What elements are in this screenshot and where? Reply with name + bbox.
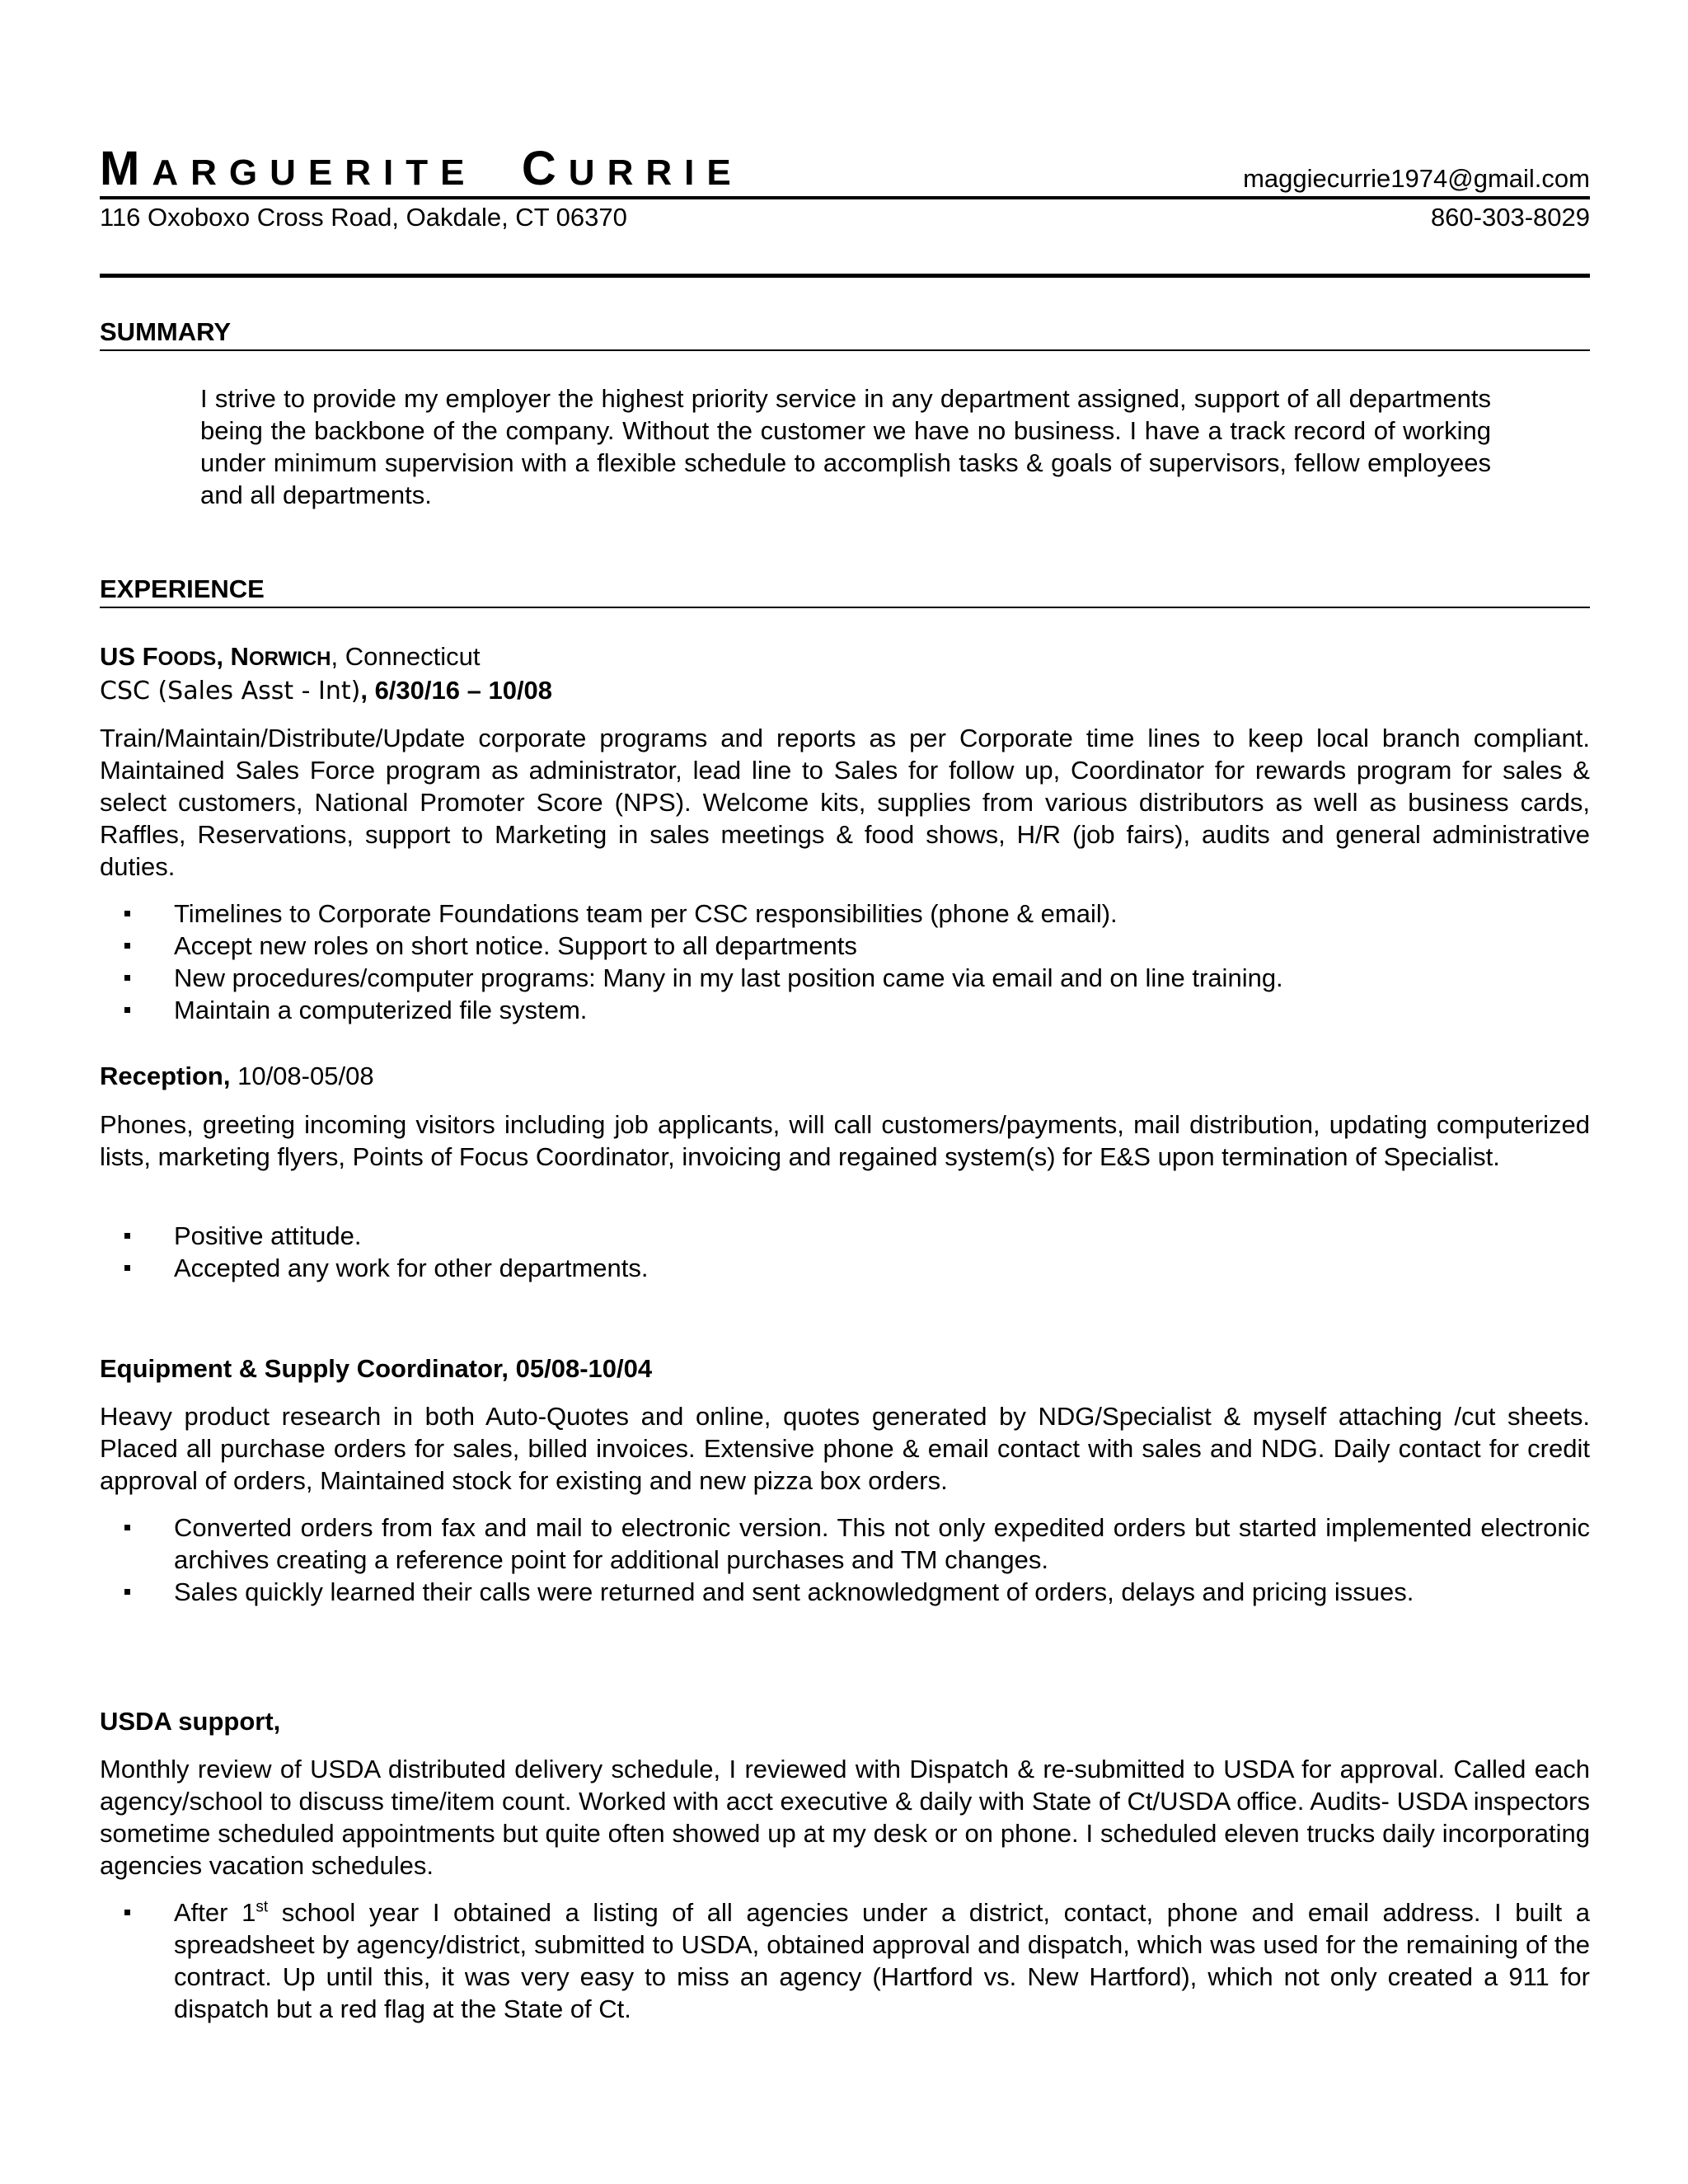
list-item: Accept new roles on short notice. Support to all departments (100, 930, 1590, 962)
job1-bullets (100, 898, 1590, 1026)
job2-bullets (100, 1220, 1590, 1284)
employer-location: , Connecticut (331, 642, 481, 671)
list-item: Maintain a computerized file system. (100, 994, 1590, 1026)
list-item: After 1st school year I obtained a listing of all agencies under a district, contact, phone and email address. I built a spreadsheet by agency/district, submitted to USDA, obtained approval and dispatch, which was used for the remaining of the contract. Up until this, it was very easy to miss an agency (Hartford vs. New Hartford), which not only created a 911 for dispatch but a red flag at the State of Ct. (100, 1896, 1590, 2025)
list-item: Timelines to Corporate Foundations team per CSC responsibilities (phone & email). (100, 898, 1590, 930)
header-divider (100, 196, 1590, 199)
name-last-initial: C (521, 142, 569, 195)
job1-title-line (100, 674, 552, 708)
employer-name: US FOODS, NORWICH (100, 642, 331, 671)
header-bottom-rule (100, 274, 1590, 278)
experience-heading: EXPERIENCE (100, 574, 1590, 608)
name-first-initial: M (100, 142, 152, 195)
street-address: 116 Oxoboxo Cross Road, Oakdale, CT 06370 (100, 203, 627, 232)
name-first-rest: ARGUERITE (152, 152, 477, 193)
job2-description: Phones, greeting incoming visitors including job applicants, will call customers/payments, mail distribution, updating computerized lists, marketing flyers, Points of Focus Coordinator, invoicing and regained system(s) for E&S upon termination of Specialist. (100, 1110, 1590, 1171)
job2-dates: 10/08-05/08 (230, 1062, 374, 1090)
job2-title: Reception, (100, 1062, 231, 1090)
job4-bullets (100, 1896, 1590, 2025)
job4-title: USDA support, (100, 1707, 281, 1736)
list-item: Positive attitude. (100, 1220, 1590, 1252)
list-item: Sales quickly learned their calls were returned and sent acknowledgment of orders, delays and pricing issues. (100, 1576, 1590, 1608)
job1-description: Train/Maintain/Distribute/Update corporate programs and reports as per Corporate time lines to keep local branch compliant. Maintained Sales Force program as administrator, lead line to Sales for follow up, Coordinator for rewards program for sales & select customers, National Promoter Score (NPS). Welcome kits, supplies from various distributors as well as business cards, Raffles, Reservations, support to Marketing in sales meetings & food shows, H/R (job fairs), audits and general administrative duties. (100, 724, 1590, 881)
job1-title: CSC (Sales Asst - Int) (100, 677, 361, 705)
name-last-rest: URRIE (568, 152, 743, 193)
employer-line (100, 641, 480, 675)
email-address: maggiecurrie1974@gmail.com (1243, 164, 1590, 193)
job1-dates: , 6/30/16 – 10/08 (360, 676, 553, 705)
phone-number: 860-303-8029 (1430, 203, 1590, 232)
summary-heading: SUMMARY (100, 316, 1590, 351)
list-item: Accepted any work for other departments. (100, 1252, 1590, 1284)
header-name-row (100, 142, 1590, 193)
list-item: New procedures/computer programs: Many in my last position came via email and on line training. (100, 962, 1590, 994)
job3-bullets (100, 1511, 1590, 1608)
job3-title: Equipment & Supply Coordinator, 05/08-10/04 (100, 1354, 653, 1383)
job2-title-line (100, 1061, 374, 1092)
header-contact-row (100, 202, 1590, 233)
job4-description: Monthly review of USDA distributed delivery schedule, I reviewed with Dispatch & re-submitted to USDA for approval. Called each agency/school to discuss time/item count. Worked with acct executive & daily with State of Ct/USDA office. Audits- USDA inspectors sometime scheduled appointments but quite often showed up at my desk or on phone. I scheduled eleven trucks daily incorporating agencies vacation schedules. (100, 1755, 1590, 1880)
applicant-name (100, 142, 743, 195)
summary-text: I strive to provide my employer the highest priority service in any department assigned, support of all departments being the backbone of the company. Without the customer we have no business. I have a track record of working under minimum supervision with a flexible schedule to accomplish tasks & goals of supervisors, fellow employees and all departments. (200, 384, 1491, 509)
job3-description: Heavy product research in both Auto-Quotes and online, quotes generated by NDG/Specialist & myself attaching /cut sheets. Placed all purchase orders for sales, billed invoices. Extensive phone & email contact with sales and NDG. Daily contact for credit approval of orders, Maintained stock for existing and new pizza box orders. (100, 1402, 1590, 1495)
list-item: Converted orders from fax and mail to electronic version. This not only expedited orders but started implemented electronic archives creating a reference point for additional purchases and TM changes. (100, 1511, 1590, 1576)
